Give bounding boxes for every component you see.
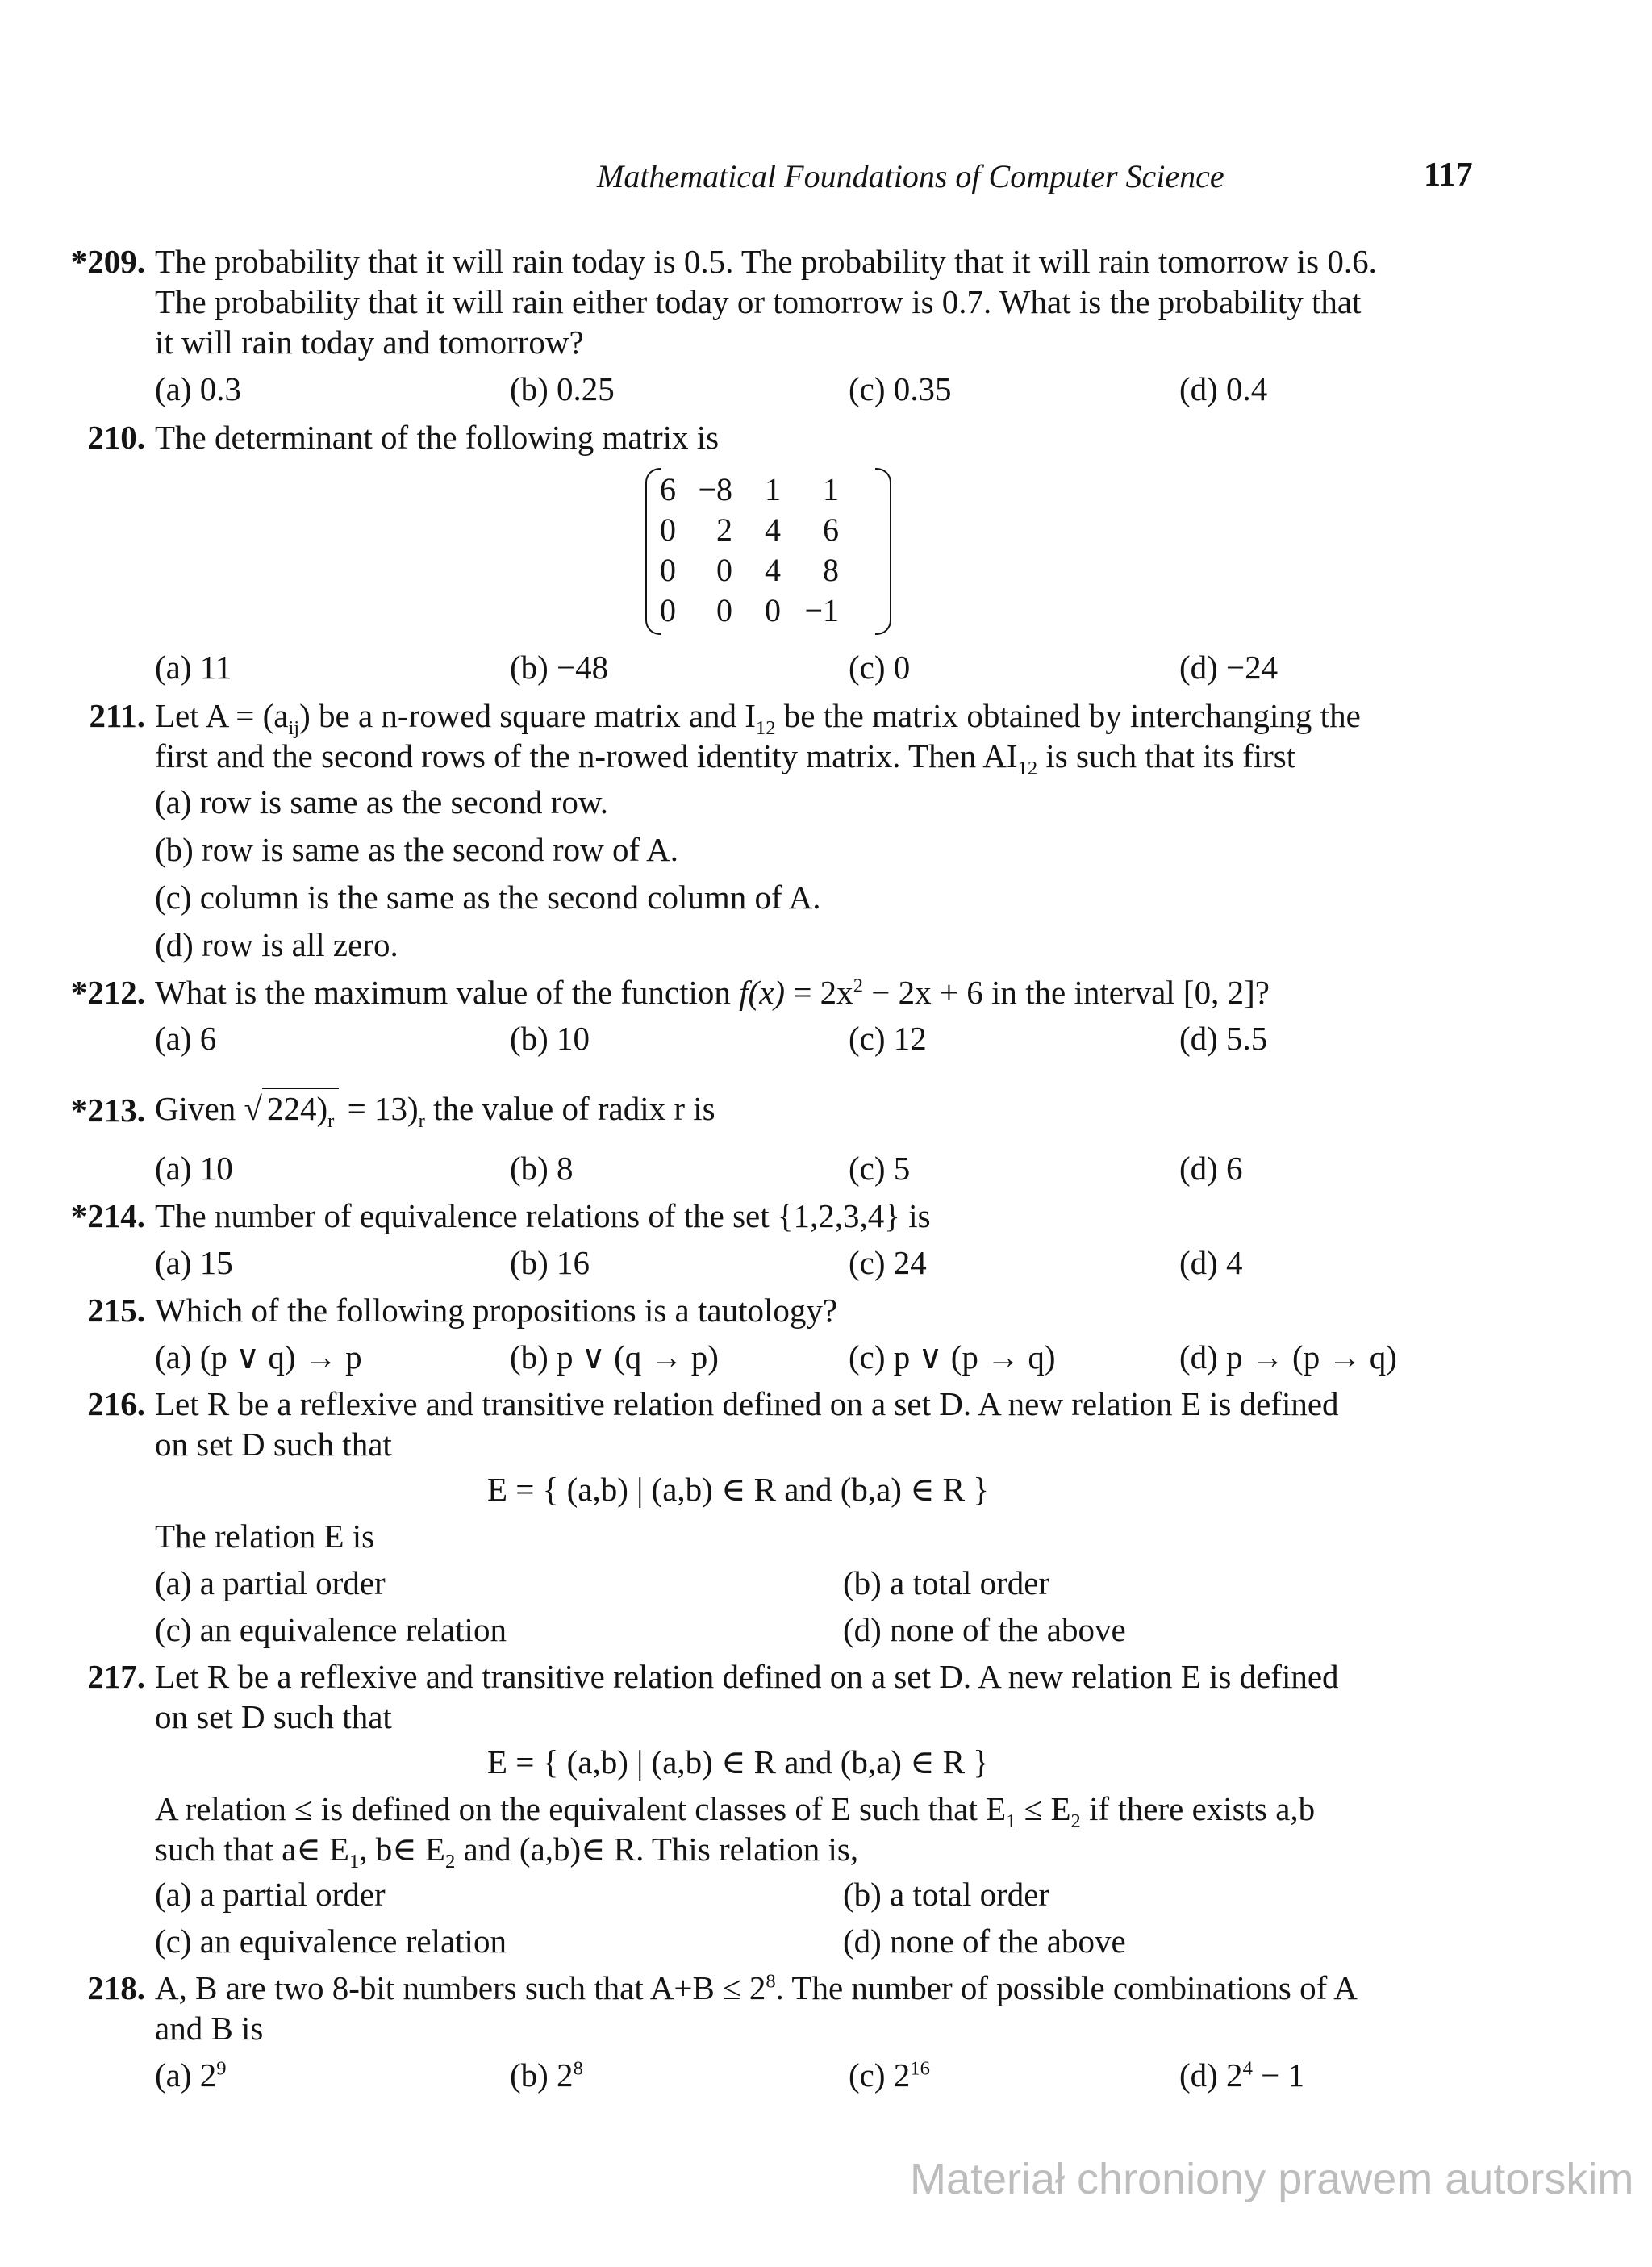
matrix-cell: 1 (823, 471, 839, 507)
option-a: (a) 10 (155, 1150, 233, 1187)
question-number: 217. (87, 1658, 145, 1695)
question-text: Let $A = (a_{ij})$ be a n-rowed square matrix and $I_{12}$ be the matrix obtained by interchanging the (155, 697, 1361, 740)
question-text: and B is (155, 2010, 264, 2047)
relation-formula: E = { (a,b) | (a,b) ∈ R and (b,a) ∈ R } (487, 1743, 990, 1781)
matrix-right-bracket (875, 468, 891, 635)
question-number: 211. (89, 697, 145, 734)
radical-sign: √ (244, 1090, 262, 1127)
question-number: 210. (87, 419, 145, 456)
option-d: (d) 5.5 (1179, 1020, 1268, 1057)
matrix-cell: 2 (716, 511, 732, 548)
option-c: (c) 24 (849, 1244, 927, 1281)
matrix-cell: 4 (765, 511, 781, 548)
option-d: (d) 0.4 (1179, 370, 1268, 407)
question-text: The probability that it will rain today is 0.5. The probability that it will rain tomorrow is 0.6. (155, 243, 1377, 280)
question-number: 215. (87, 1292, 145, 1329)
option-a: (a) a partial order (155, 1564, 386, 1601)
option-b: (b) −48 (510, 649, 609, 686)
option-c: (c) column is the same as the second column of A. (155, 879, 821, 916)
question-number: *212. (70, 974, 145, 1011)
matrix-cell: −1 (804, 592, 839, 628)
option-d: (d) 6 (1179, 1150, 1243, 1187)
option-c: (c) an equivalence relation (155, 1923, 507, 1960)
copyright-watermark: Materiał chroniony prawem autorskim (910, 2155, 1634, 2203)
question-text: Let R be a reflexive and transitive relation defined on a set D. A new relation E is defined (155, 1385, 1339, 1422)
matrix-cell: 0 (716, 592, 732, 628)
option-b: (b) a total order (843, 1876, 1050, 1913)
option-c: (c) 0 (849, 649, 911, 686)
option-c: (c) 12 (849, 1020, 927, 1057)
question-text: The number of equivalence relations of the set {1,2,3,4} is (155, 1197, 931, 1234)
option-d: (d) none of the above (843, 1923, 1126, 1960)
option-b: (b) 0.25 (510, 370, 615, 407)
option-a: (a) 15 (155, 1244, 233, 1281)
question-number: *209. (70, 243, 145, 280)
matrix-cell: 0 (660, 511, 676, 548)
question-text: A relation ≤ is defined on the equivalent classes of E such that $E_1 \le E_2$ if there exists a,b (155, 1790, 1316, 1833)
option-c: (c) $2^{16}$ (849, 2056, 930, 2094)
option-d: (d) none of the above (843, 1611, 1126, 1648)
option-a: (a) 0.3 (155, 370, 242, 407)
option-d: (d) 4 (1179, 1244, 1243, 1281)
matrix-cell: 8 (823, 552, 839, 588)
radicand: $224)_r$ (262, 1088, 339, 1133)
matrix-cell: 0 (716, 552, 732, 588)
question-text: What is the maximum value of the function $f(x) = 2x^2 - 2x + 6$ in the interval [0, 2]? (155, 974, 1270, 1011)
option-d: (d) row is all zero. (155, 926, 398, 963)
question-text: Given √ $224)_r = 13)_r$ the value of radix r is (155, 1088, 715, 1133)
question-text: on set D such that (155, 1426, 392, 1463)
option-a: (a) a partial order (155, 1876, 386, 1913)
option-b: (b) 16 (510, 1244, 590, 1281)
option-d: (d) −24 (1179, 649, 1279, 686)
question-text: The relation E is (155, 1518, 375, 1555)
option-b: (b) p ∨ (q → p) (510, 1338, 719, 1376)
option-c: (c) 5 (849, 1150, 911, 1187)
option-b: (b) $2^8$ (510, 2056, 583, 2094)
running-header-title: Mathematical Foundations of Computer Science (597, 158, 1224, 194)
option-a: (a) $2^9$ (155, 2056, 227, 2094)
option-b: (b) a total order (843, 1564, 1050, 1601)
option-a: (a) (p ∨ q) → p (155, 1338, 362, 1376)
option-a: (a) row is same as the second row. (155, 783, 609, 820)
question-text: Let R be a reflexive and transitive relation defined on a set D. A new relation E is defined (155, 1658, 1339, 1695)
matrix-cell: 0 (660, 592, 676, 628)
matrix-cell: 6 (823, 511, 839, 548)
question-number: 216. (87, 1385, 145, 1422)
page-number: 117 (1424, 157, 1473, 194)
option-a: (a) 11 (155, 649, 232, 686)
matrix-cell: 0 (765, 592, 781, 628)
option-c: (c) p ∨ (p → q) (849, 1338, 1056, 1376)
option-d: (d) p → (p → q) (1179, 1338, 1397, 1376)
matrix-cell: 4 (765, 552, 781, 588)
option-b: (b) row is same as the second row of A. (155, 831, 679, 868)
question-text: first and the second rows of the n-rowed identity matrix. Then $AI_{12}$ is such that its first (155, 737, 1296, 780)
question-text: it will rain today and tomorrow? (155, 324, 584, 361)
question-text: The probability that it will rain either today or tomorrow is 0.7. What is the probability that (155, 283, 1362, 320)
matrix-cell: 1 (765, 471, 781, 507)
question-text: The determinant of the following matrix is (155, 419, 720, 456)
option-b: (b) 10 (510, 1020, 590, 1057)
question-text: A, B are two 8-bit numbers such that $A+B \le 2^8$. The number of possible combinations of A (155, 1969, 1358, 2006)
question-text: such that a∈ $E_1$, b∈ $E_2$ and (a,b)∈ R. This relation is, (155, 1831, 859, 1873)
matrix-cell: −8 (698, 471, 732, 507)
option-c: (c) 0.35 (849, 370, 952, 407)
matrix-cell: 6 (660, 471, 676, 507)
option-c: (c) an equivalence relation (155, 1611, 507, 1648)
question-text: Which of the following propositions is a tautology? (155, 1292, 838, 1329)
question-number: *214. (70, 1197, 145, 1234)
relation-formula: E = { (a,b) | (a,b) ∈ R and (b,a) ∈ R } (487, 1471, 990, 1508)
option-d: (d) $2^4 - 1$ (1179, 2056, 1304, 2094)
option-a: (a) 6 (155, 1020, 217, 1057)
matrix-cell: 0 (660, 552, 676, 588)
question-number: 218. (87, 1969, 145, 2006)
option-b: (b) 8 (510, 1150, 574, 1187)
question-text: on set D such that (155, 1698, 392, 1735)
question-number: *213. (70, 1092, 145, 1129)
matrix (645, 468, 891, 633)
